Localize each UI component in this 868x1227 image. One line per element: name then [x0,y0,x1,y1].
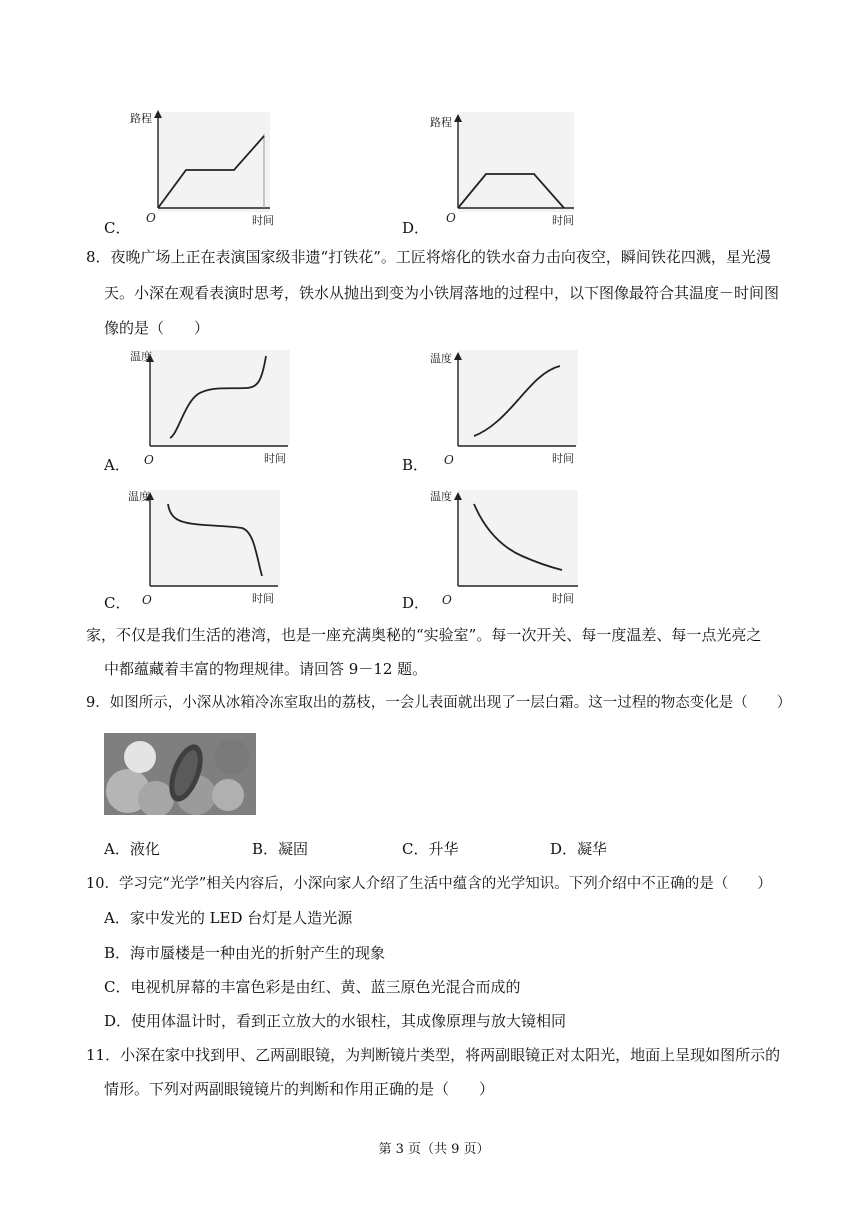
q8-stem-line2: 天。小深在观看表演时思考，铁水从抛出到变为小铁屑落地的过程中，以下图像最符合其温度－时间图 [104,284,780,302]
q7d-ylabel: 路程 [430,116,452,129]
q9-options [0,838,868,860]
q8-option-c-label: C． [104,594,131,612]
q7c-origin: O [146,211,156,225]
q8b-xlabel: 时间 [552,452,574,465]
q7d-origin: O [446,211,456,225]
q8-graph-b [428,344,584,466]
q8b-origin: O [444,453,454,467]
q7-graph-c [128,106,278,228]
lychee-photo [104,733,256,815]
q8a-xlabel: 时间 [264,452,286,465]
q8c-origin: O [142,593,152,607]
q7c-xlabel: 时间 [252,214,274,227]
q8-option-b-label: B． [402,456,429,474]
q8-stem-line3: 像的是（ ） [104,319,210,337]
q10-option-d: D．使用体温计时，看到正立放大的水银柱，其成像原理与放大镜相同 [104,1012,567,1030]
q8c-xlabel: 时间 [252,592,274,605]
q9-option-c: C．升华 [402,840,459,858]
q10-stem: 10．学习完“光学”相关内容后，小深向家人介绍了生活中蕴含的光学知识。下列介绍中不正确的是（ ） [86,876,772,892]
q8d-xlabel: 时间 [552,592,574,605]
intro-line2: 中都蕴藏着丰富的物理规律。请回答 9－12 题。 [104,660,428,678]
q8d-origin: O [442,593,452,607]
q8a-origin: O [144,453,154,467]
q8d-ylabel: 温度 [430,490,452,503]
q9-option-a: A．液化 [104,840,160,858]
q8-graph-c [128,484,284,606]
q9-stem: 9．如图所示，小深从冰箱冷冻室取出的荔枝，一会儿表面就出现了一层白霜。这一过程的物态变化是（ ） [86,695,792,711]
q7-graph-d [428,106,580,228]
q11-stem-line1: 11．小深在家中找到甲、乙两副眼镜，为判断镜片类型，将两副眼镜正对太阳光，地面上呈现如图所示的 [86,1046,781,1064]
q8a-ylabel: 温度 [130,350,152,363]
q8-option-d-label: D． [402,594,430,612]
q11-stem-line2: 情形。下列对两副眼镜镜片的判断和作用正确的是（ ） [104,1080,495,1098]
page-footer: 第 3 页（共 9 页） [378,1142,490,1157]
q10-option-a: A．家中发光的 LED 台灯是人造光源 [104,909,353,927]
q10-option-c: C．电视机屏幕的丰富色彩是由红、黄、蓝三原色光混合而成的 [104,978,521,996]
q8-graph-d [428,484,584,606]
q10-option-b: B．海市蜃楼是一种由光的折射产生的现象 [104,944,386,962]
intro-line1: 家，不仅是我们生活的港湾，也是一座充满奥秘的“实验室”。每一次开关、每一度温差、每一点光亮之 [86,626,762,644]
q7-option-c-label: C． [104,219,131,237]
q8c-ylabel: 温度 [128,490,150,503]
q8-graph-a [128,344,294,466]
q8b-ylabel: 温度 [430,352,452,365]
q7-option-d-label: D． [402,219,430,237]
q9-option-d: D．凝华 [550,840,608,858]
q8-option-a-label: A． [104,456,130,474]
q8-stem-line1: 8．夜晚广场上正在表演国家级非遗“打铁花”。工匠将熔化的铁水奋力击向夜空，瞬间铁花四溅，星光漫 [86,248,771,266]
q7c-ylabel: 路程 [130,112,152,125]
q9-option-b: B．凝固 [252,840,309,858]
q7d-xlabel: 时间 [552,214,574,227]
